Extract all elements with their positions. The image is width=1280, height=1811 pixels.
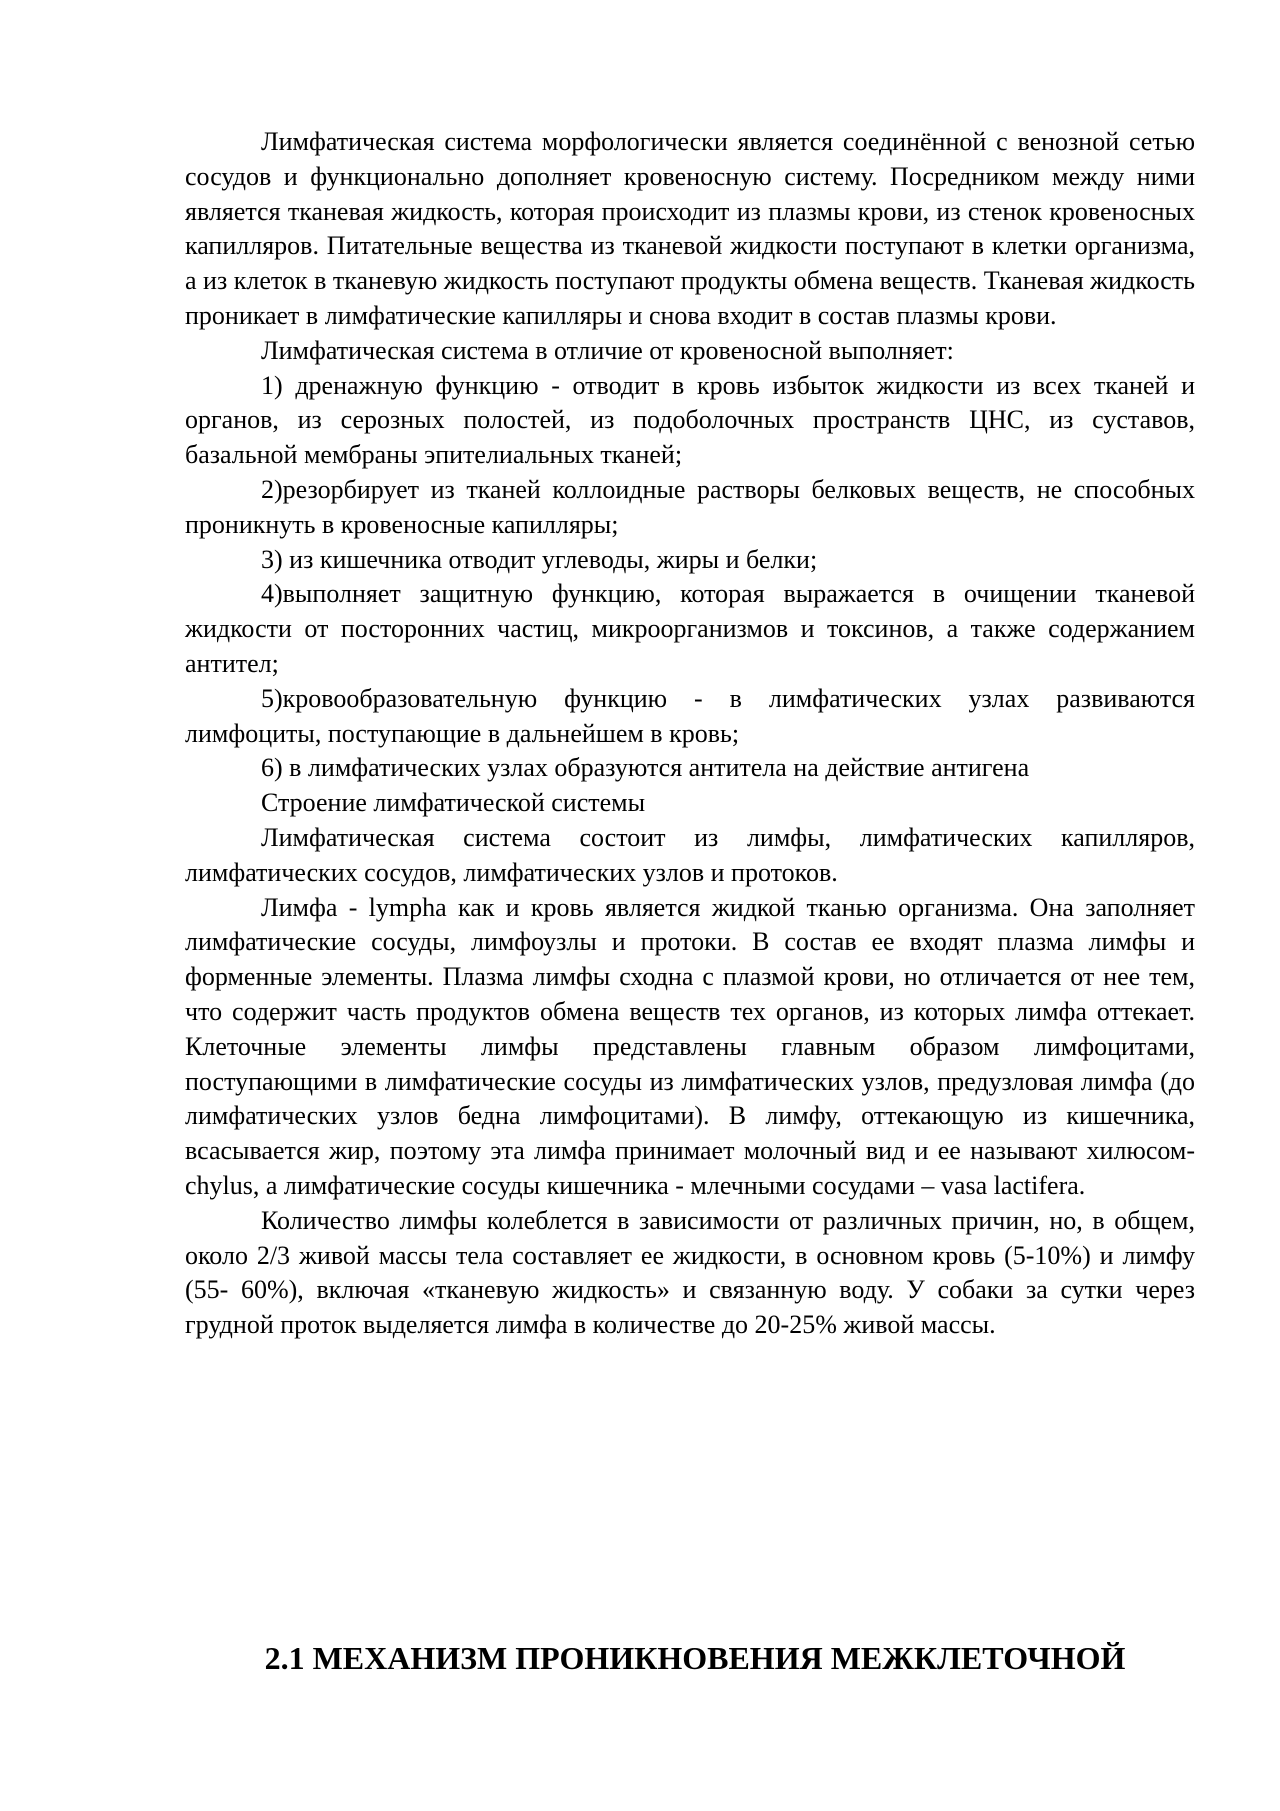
- subheading-structure: Строение лимфатической системы: [261, 788, 646, 818]
- list-item-function-3: 3) из кишечника отводит углеводы, жиры и белки;: [261, 544, 818, 574]
- paragraph-quantity: Количество лимфы колеблется в зависимости от различных причин, но, в общем, около 2/3 живой массы тела составляет ее жидкости, в основном кровь (5-10%) и лимфу (55- 60%), включая «тканевую жидкость» и связанную воду. У собаки за сутки через грудной проток выделяется лимфа в количестве до 20-25% живой массы.: [185, 1205, 1195, 1340]
- list-item-function-6: 6) в лимфатических узлах образуются антитела на действие антигена: [261, 753, 1030, 783]
- section-heading: 2.1 МЕХАНИЗМ ПРОНИКНОВЕНИЯ МЕЖКЛЕТОЧНОЙ: [264, 1640, 1126, 1676]
- body-text: [185, 125, 1195, 1343]
- paragraph-lymph: Лимфа - lympha как и кровь является жидкой тканью организма. Она заполняет лимфатические сосуды, лимфоузлы и протоки. В состав ее входят плазма лимфы и форменные элементы. Плазма лимфы сходна с плазмой крови, но отличается от нее тем, что содержит часть продуктов обмена веществ тех органов, из которых лимфа оттекает. Клеточные элементы лимфы представлены главным образом лимфоцитами, поступающими в лимфатические сосуды из лимфатических узлов, предузловая лимфа (до лимфатических узлов бедна лимфоцитами). В лимфу, оттекающую из кишечника, всасывается жир, поэтому эта лимфа принимает молочный вид и ее называют хилюсом-chylus, а лимфатические сосуды кишечника - млечными сосудами – vasa lactifera.: [185, 892, 1195, 1200]
- list-item-function-5: 5)кровообразовательную функцию - в лимфатических узлах развиваются лимфоциты, поступающие в дальнейшем в кровь;: [185, 683, 1195, 748]
- paragraph-structure: Лимфатическая система состоит из лимфы, лимфатических капилляров, лимфатических сосудов, лимфатических узлов и протоков.: [185, 822, 1195, 887]
- list-item-function-2: 2)резорбирует из тканей коллоидные растворы белковых веществ, не способных проникнуть в кровеносные капилляры;: [185, 474, 1195, 539]
- paragraph-intro: Лимфатическая система морфологически является соединённой с венозной сетью сосудов и функционально дополняет кровеносную систему. Посредником между ними является тканевая жидкость, которая происходит из плазмы крови, из стенок кровеносных капилляров. Питательные вещества из тканевой жидкости поступают в клетки организма, а из клеток в тканевую жидкость поступают продукты обмена веществ. Тканевая жидкость проникает в лимфатические капилляры и снова входит в состав плазмы крови.: [185, 127, 1195, 330]
- list-item-function-1: 1) дренажную функцию - отводит в кровь избыток жидкости из всех тканей и органов, из серозных полостей, из подоболочных пространств ЦНС, из суставов, базальной мембраны эпителиальных тканей;: [185, 370, 1195, 470]
- paragraph-functions-lead: Лимфатическая система в отличие от кровеносной выполняет:: [261, 335, 954, 365]
- list-item-function-4: 4)выполняет защитную функцию, которая выражается в очищении тканевой жидкости от посторонних частиц, микроорганизмов и токсинов, а также содержанием антител;: [185, 579, 1195, 678]
